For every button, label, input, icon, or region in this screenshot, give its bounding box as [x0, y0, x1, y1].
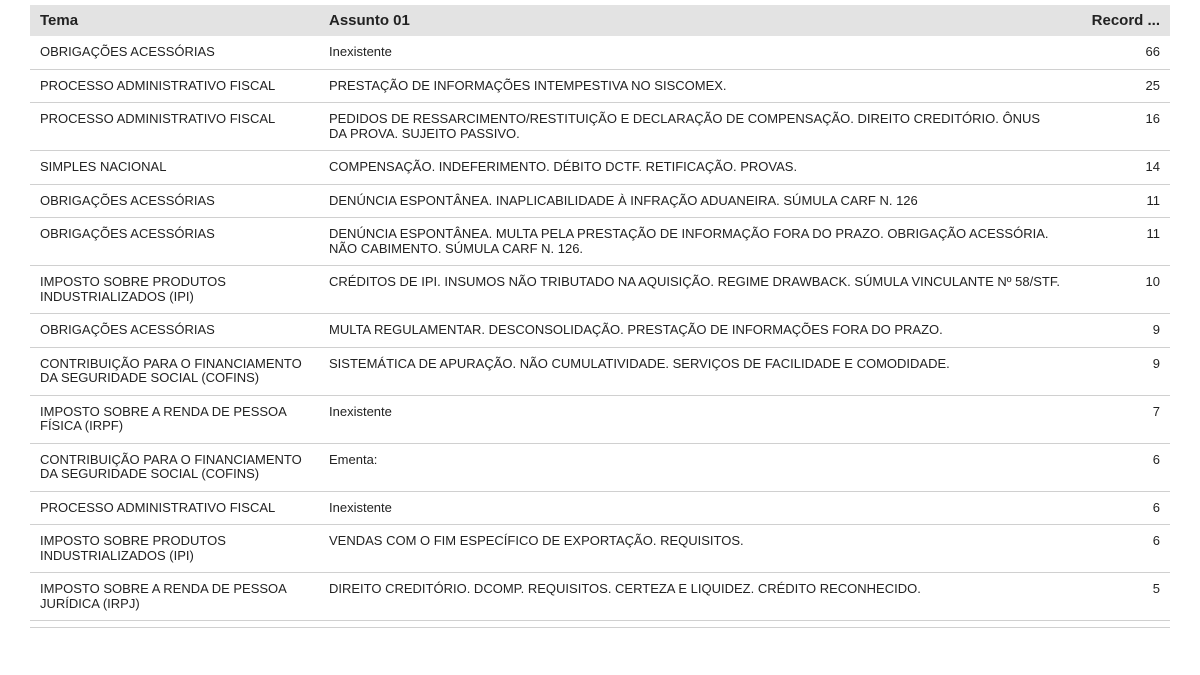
table-row[interactable]	[30, 573, 1170, 621]
table-row[interactable]	[30, 103, 1170, 151]
tema-cell: SIMPLES NACIONAL	[40, 159, 167, 174]
assunto-cell: VENDAS COM O FIM ESPECÍFICO DE EXPORTAÇÃO. REQUISITOS.	[329, 533, 744, 548]
assunto-cell: Inexistente	[329, 403, 392, 419]
record-count-cell: 9	[1152, 355, 1160, 371]
record-count-cell: 14	[1145, 159, 1160, 174]
column-header-tema[interactable]: Tema	[40, 12, 79, 29]
record-count-cell: 16	[1145, 111, 1160, 126]
table-row[interactable]	[30, 443, 1170, 491]
results-table	[30, 5, 1170, 628]
table-row[interactable]	[30, 218, 1170, 266]
assunto-cell: CRÉDITOS DE IPI. INSUMOS NÃO TRIBUTADO NA AQUISIÇÃO. REGIME DRAWBACK. SÚMULA VINCULANTE Nº 58/STF.	[329, 274, 1060, 289]
assunto-cell: DIREITO CREDITÓRIO. DCOMP. REQUISITOS. CERTEZA E LIQUIDEZ. CRÉDITO RECONHECIDO.	[329, 581, 921, 596]
assunto-cell: Ementa:	[329, 451, 378, 467]
table-row[interactable]	[30, 314, 1170, 348]
record-count-cell: 11	[1146, 192, 1160, 208]
record-count-cell: 6	[1152, 451, 1160, 467]
record-count-cell: 9	[1152, 322, 1160, 337]
table-row[interactable]	[30, 266, 1170, 314]
tema-cell: IMPOSTO SOBRE A RENDA DE PESSOA JURÍDICA (IRPJ)	[40, 581, 287, 611]
assunto-cell: DENÚNCIA ESPONTÂNEA. MULTA PELA PRESTAÇÃO DE INFORMAÇÃO FORA DO PRAZO. OBRIGAÇÃO ACESSÓRIA. NÃO CABIMENTO. SÚMULA CARF N. 126.	[329, 226, 1049, 256]
tema-cell: IMPOSTO SOBRE PRODUTOS INDUSTRIALIZADOS (IPI)	[40, 274, 226, 304]
table-row[interactable]	[30, 151, 1170, 185]
partial-cell	[1070, 621, 1170, 628]
tema-cell: OBRIGAÇÕES ACESSÓRIAS	[40, 44, 215, 59]
table-row[interactable]	[30, 69, 1170, 103]
table-row[interactable]	[30, 36, 1170, 69]
record-count-cell: 6	[1152, 533, 1160, 548]
table-row[interactable]	[30, 347, 1170, 395]
column-header-assunto[interactable]: Assunto 01	[329, 12, 410, 29]
assunto-cell: Inexistente	[329, 499, 392, 515]
record-count-cell: 11	[1146, 226, 1160, 241]
assunto-cell: DENÚNCIA ESPONTÂNEA. INAPLICABILIDADE À INFRAÇÃO ADUANEIRA. SÚMULA CARF N. 126	[329, 192, 918, 208]
assunto-cell: MULTA REGULAMENTAR. DESCONSOLIDAÇÃO. PRESTAÇÃO DE INFORMAÇÕES FORA DO PRAZO.	[329, 322, 943, 337]
record-count-cell: 7	[1152, 403, 1160, 419]
assunto-cell: Inexistente	[329, 44, 392, 59]
record-count-cell: 10	[1145, 274, 1160, 289]
table-row[interactable]	[30, 525, 1170, 573]
tema-cell: OBRIGAÇÕES ACESSÓRIAS	[40, 226, 215, 241]
assunto-cell: PEDIDOS DE RESSARCIMENTO/RESTITUIÇÃO E DECLARAÇÃO DE COMPENSAÇÃO. DIREITO CREDITÓRIO. ÔNUS DA PROVA. SUJEITO PASSIVO.	[329, 111, 1041, 141]
header-row	[30, 5, 1170, 36]
table-body	[30, 36, 1170, 628]
tema-cell: PROCESSO ADMINISTRATIVO FISCAL	[40, 111, 276, 126]
assunto-cell: PRESTAÇÃO DE INFORMAÇÕES INTEMPESTIVA NO SISCOMEX.	[329, 77, 727, 93]
partial-cell	[30, 621, 319, 628]
column-header-record-count[interactable]: Record ...	[1091, 12, 1160, 29]
tema-cell: IMPOSTO SOBRE A RENDA DE PESSOA FÍSICA (IRPF)	[40, 403, 287, 433]
tema-cell: OBRIGAÇÕES ACESSÓRIAS	[40, 322, 215, 337]
tema-cell: CONTRIBUIÇÃO PARA O FINANCIAMENTO DA SEGURIDADE SOCIAL (COFINS)	[40, 451, 302, 481]
table-row[interactable]	[30, 395, 1170, 443]
partial-cell	[319, 621, 1070, 628]
assunto-cell: COMPENSAÇÃO. INDEFERIMENTO. DÉBITO DCTF. RETIFICAÇÃO. PROVAS.	[329, 159, 798, 174]
table-row[interactable]	[30, 184, 1170, 218]
tema-cell: PROCESSO ADMINISTRATIVO FISCAL	[40, 499, 276, 515]
record-count-cell: 25	[1145, 77, 1160, 93]
results-table-container	[30, 5, 1170, 628]
tema-cell: IMPOSTO SOBRE PRODUTOS INDUSTRIALIZADOS (IPI)	[40, 533, 226, 563]
table-header	[30, 5, 1170, 36]
table-row-partial	[30, 621, 1170, 628]
record-count-cell: 5	[1152, 581, 1160, 596]
tema-cell: PROCESSO ADMINISTRATIVO FISCAL	[40, 77, 276, 93]
table-row[interactable]	[30, 491, 1170, 525]
tema-cell: OBRIGAÇÕES ACESSÓRIAS	[40, 192, 215, 208]
assunto-cell: SISTEMÁTICA DE APURAÇÃO. NÃO CUMULATIVIDADE. SERVIÇOS DE FACILIDADE E COMODIDADE.	[329, 355, 950, 371]
record-count-cell: 6	[1152, 499, 1160, 515]
tema-cell: CONTRIBUIÇÃO PARA O FINANCIAMENTO DA SEGURIDADE SOCIAL (COFINS)	[40, 355, 302, 385]
record-count-cell: 66	[1145, 44, 1160, 59]
